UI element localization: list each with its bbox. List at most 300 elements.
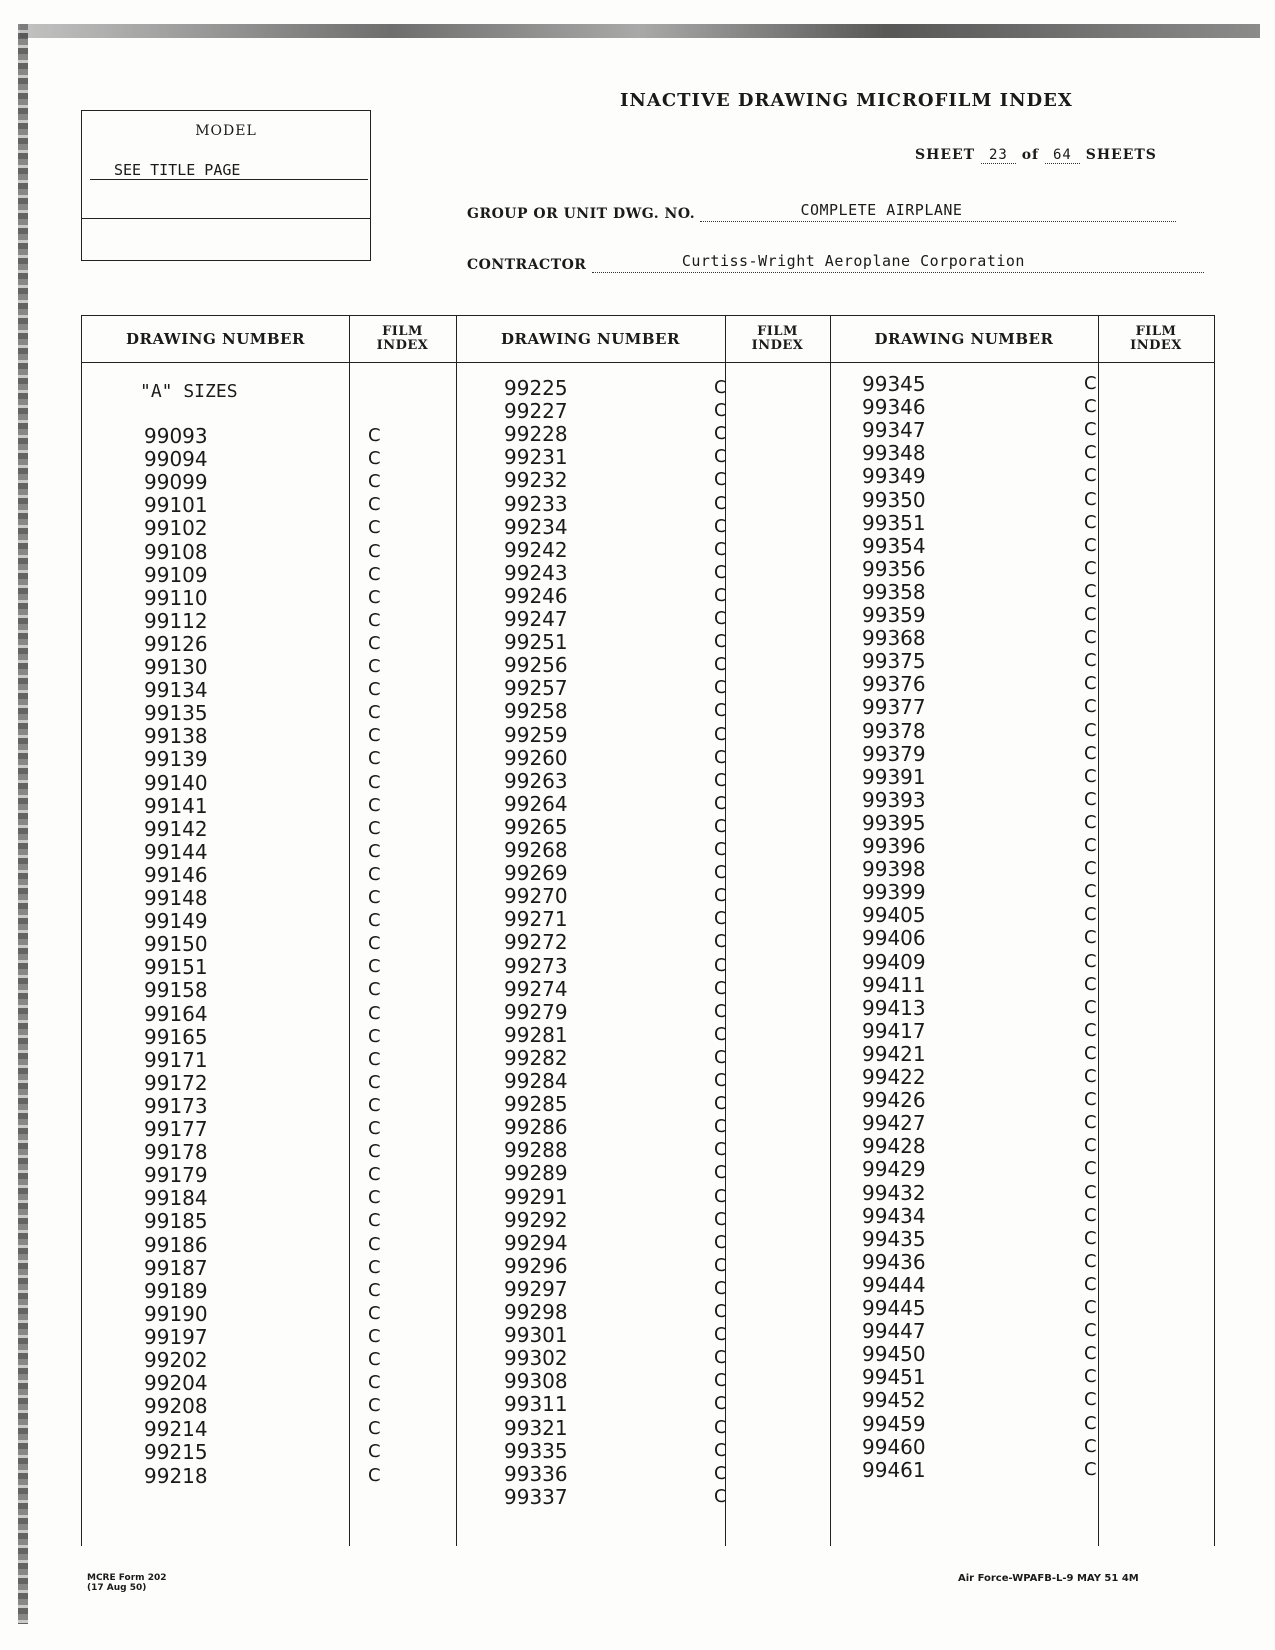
film-index-mark: C (1084, 1019, 1097, 1041)
film-index-mark: C (1084, 927, 1097, 949)
drawing-number: 99271 (504, 907, 568, 932)
film-index-mark: C (368, 956, 381, 978)
film-index-mark: C (368, 1187, 381, 1209)
film-index-mark: C (1084, 1389, 1097, 1411)
drawing-number: 99378 (862, 718, 926, 743)
drawing-number: 99445 (862, 1296, 926, 1320)
film-index-mark: C (1084, 1273, 1097, 1295)
drawing-number: 99284 (504, 1069, 568, 1093)
drawing-number: 99350 (862, 487, 926, 512)
film-index-mark: C (714, 446, 727, 468)
film-index-mark: C (714, 1462, 727, 1484)
header-rule (82, 362, 1214, 363)
film-index-mark: C (714, 561, 727, 583)
film-index-mark: C (1084, 1412, 1097, 1434)
film-index-mark: C (714, 423, 727, 445)
drawing-number: 99391 (862, 764, 926, 789)
drawing-number: 99208 (144, 1394, 208, 1419)
film-index-mark: C (368, 1464, 381, 1486)
film-index-mark: C (1084, 742, 1097, 764)
drawing-number: 99108 (144, 539, 208, 564)
drawing-number: 99460 (862, 1434, 926, 1459)
drawing-number: 99138 (144, 724, 208, 749)
drawing-number: 99151 (144, 955, 208, 980)
drawing-number: 99165 (144, 1024, 208, 1049)
drawing-number: 99286 (504, 1115, 568, 1140)
film-index-mark: C (368, 1141, 381, 1163)
drawing-number: 99274 (504, 976, 568, 1001)
drawing-number: 99233 (504, 491, 568, 516)
drawing-number: 99288 (504, 1138, 568, 1163)
drawing-number: 99189 (144, 1278, 208, 1303)
drawing-number: 99140 (144, 770, 208, 795)
drawing-number: 99246 (504, 583, 568, 608)
film-index-mark: C (1084, 1320, 1097, 1342)
film-index-mark: C (1084, 973, 1097, 995)
drawing-number: 99146 (144, 862, 208, 887)
drawing-number: 99354 (862, 533, 926, 558)
film-index-mark: C (1084, 396, 1097, 418)
film-index-mark: C (368, 1418, 381, 1440)
film-index-mark: C (1084, 580, 1097, 602)
film-index-mark: C (1084, 719, 1097, 741)
drawing-number: 99149 (144, 909, 208, 934)
scan-edge-left (18, 24, 28, 1624)
drawing-number: 99376 (862, 672, 926, 697)
film-index-mark: C (714, 815, 727, 837)
drawing-number: 99186 (144, 1232, 208, 1257)
film-index-mark: C (368, 979, 381, 1001)
drawing-number: 99349 (862, 464, 926, 489)
film-index-mark: C (714, 769, 727, 791)
film-index-mark: C (368, 1233, 381, 1255)
film-index-mark: C (368, 609, 381, 631)
drawing-number: 99202 (144, 1348, 208, 1372)
drawing-number: 99345 (862, 372, 926, 396)
drawing-number: 99421 (862, 1041, 926, 1066)
film-index-mark: C (1084, 627, 1097, 649)
drawing-number: 99109 (144, 562, 208, 587)
drawing-number: 99436 (862, 1249, 926, 1274)
drawing-number: 99417 (862, 1018, 926, 1043)
film-index-mark: C (1084, 996, 1097, 1018)
film-index-mark: C (1084, 811, 1097, 833)
film-index-mark: C (368, 1025, 381, 1047)
drawing-number: 99405 (862, 903, 926, 928)
film-index-mark: C (714, 977, 727, 999)
film-index-mark: C (714, 931, 727, 953)
drawing-number: 99258 (504, 699, 568, 724)
column-rule (456, 316, 457, 1546)
drawing-number: 99451 (862, 1365, 926, 1390)
film-index-mark: C (368, 1002, 381, 1024)
film-index-mark: C (714, 654, 727, 676)
drawing-number: 99231 (504, 445, 568, 470)
film-index-mark: C (368, 448, 381, 470)
film-index-mark: C (714, 677, 727, 699)
film-index-mark: C (368, 840, 381, 862)
film-index-mark: C (1084, 1158, 1097, 1180)
film-index-mark: C (714, 792, 727, 814)
drawing-number: 99251 (504, 630, 568, 655)
film-index-mark: C (714, 1070, 727, 1091)
film-index-mark: C (714, 538, 727, 560)
film-index-mark: C (714, 1093, 727, 1115)
film-index-mark: C (368, 771, 381, 793)
drawing-number: 99178 (144, 1140, 208, 1165)
film-index-mark: C (1084, 650, 1097, 672)
film-index-mark: C (368, 1349, 381, 1370)
film-index-mark: C (714, 1208, 727, 1230)
drawing-number: 99422 (862, 1065, 926, 1089)
drawing-number: 99134 (144, 678, 208, 703)
film-index-mark: C (368, 1441, 381, 1463)
film-index-mark: C (714, 1023, 727, 1045)
drawing-number: 99379 (862, 741, 926, 766)
form-number: MCRE Form 202 (17 Aug 50) (87, 1573, 167, 1593)
drawing-number: 99257 (504, 676, 568, 701)
film-index-mark: C (1084, 1297, 1097, 1318)
film-index-mark: C (714, 885, 727, 907)
film-index-mark: C (368, 1210, 381, 1232)
contractor-field (467, 254, 1204, 273)
film-index-mark: C (368, 910, 381, 932)
film-index-mark: C (1084, 858, 1097, 880)
model-box (81, 110, 371, 261)
film-index-mark: C (714, 1347, 727, 1369)
drawing-number: 99298 (504, 1300, 568, 1324)
drawing-number: 99215 (144, 1440, 208, 1465)
drawing-number: 99218 (144, 1463, 208, 1488)
drawing-number: 99094 (144, 447, 208, 472)
drawing-number: 99308 (504, 1369, 568, 1394)
film-index-mark: C (368, 586, 381, 608)
film-index-mark: C (714, 1139, 727, 1161)
drawing-number: 99337 (504, 1484, 568, 1509)
drawing-number: 99102 (144, 516, 208, 541)
drawing-number: 99260 (504, 745, 568, 770)
film-index-mark: C (714, 515, 727, 537)
drawing-number: 99269 (504, 861, 568, 886)
drawing-number: 99347 (862, 418, 926, 443)
drawing-number: 99264 (504, 791, 568, 816)
film-index-mark: C (368, 1048, 381, 1070)
film-index-mark: C (1084, 1227, 1097, 1249)
drawing-number: 99281 (504, 1022, 568, 1047)
film-index-mark: C (1084, 673, 1097, 695)
drawing-number: 99263 (504, 768, 568, 793)
drawing-number: 99225 (504, 376, 568, 400)
film-index-mark: C (1084, 1112, 1097, 1134)
film-index-mark: C (714, 1439, 727, 1461)
drawing-number: 99126 (144, 631, 208, 656)
film-index-mark: C (1084, 1435, 1097, 1457)
header-drawing-number-1: DRAWING NUMBER (126, 330, 305, 348)
film-index-mark: C (714, 723, 727, 745)
drawing-number: 99395 (862, 810, 926, 835)
film-index-mark: C (1084, 1366, 1097, 1388)
drawing-number: 99377 (862, 695, 926, 720)
film-index-mark: C (368, 656, 381, 677)
film-index-mark: C (714, 954, 727, 976)
drawing-number: 99179 (144, 1163, 208, 1188)
group-label: GROUP OR UNIT DWG. NO. (467, 206, 696, 222)
drawing-number: 99427 (862, 1111, 926, 1136)
drawing-number: 99141 (144, 793, 208, 818)
sheets-label: SHEETS (1085, 147, 1157, 163)
model-label: MODEL (195, 123, 257, 139)
drawing-number: 99434 (862, 1203, 926, 1228)
film-index-mark: C (1084, 950, 1097, 972)
drawing-number: 99279 (504, 999, 568, 1024)
printer-imprint: Air Force-WPAFB-L-9 MAY 51 4M (958, 1573, 1139, 1584)
film-index-mark: C (1084, 534, 1097, 556)
film-index-mark: C (714, 584, 727, 606)
drawing-number: 99435 (862, 1226, 926, 1251)
drawing-number: 99172 (144, 1070, 208, 1095)
drawing-number: 99321 (504, 1415, 568, 1440)
drawing-number: 99296 (504, 1253, 568, 1278)
drawing-number: 99228 (504, 422, 568, 447)
drawing-number: 99259 (504, 722, 568, 747)
drawing-number: 99242 (504, 537, 568, 562)
film-index-mark: C (714, 1116, 727, 1138)
film-index-mark: C (714, 746, 727, 768)
film-index-mark: C (368, 1256, 381, 1278)
drawing-number: 99093 (144, 424, 208, 448)
drawing-number: 99171 (144, 1047, 208, 1072)
drawing-number: 99150 (144, 932, 208, 957)
drawing-number: 99428 (862, 1134, 926, 1159)
of-label: of (1021, 147, 1040, 163)
film-index-mark: C (368, 1118, 381, 1139)
film-index-mark: C (1084, 696, 1097, 718)
drawing-number: 99396 (862, 834, 926, 858)
column-rule (1098, 316, 1099, 1546)
drawing-number: 99358 (862, 579, 926, 604)
drawing-number: 99227 (504, 399, 568, 424)
film-index-mark: C (714, 1185, 727, 1207)
film-index-mark: C (368, 1164, 381, 1186)
film-index-mark: C (368, 863, 381, 885)
film-index-mark: C (368, 1325, 381, 1347)
header-drawing-number-2: DRAWING NUMBER (501, 330, 680, 348)
film-index-mark: C (1084, 557, 1097, 579)
film-index-mark: C (368, 1071, 381, 1093)
model-blank-line (82, 218, 370, 219)
film-index-mark: C (714, 1393, 727, 1415)
sheet-label: SHEET (915, 147, 976, 163)
drawing-number: 99411 (862, 972, 926, 997)
film-index-mark: C (1084, 1343, 1097, 1365)
drawing-number: 99348 (862, 441, 926, 466)
drawing-number: 99243 (504, 560, 568, 585)
film-index-mark: C (714, 1254, 727, 1276)
film-index-mark: C (368, 1302, 381, 1324)
drawing-number: 99135 (144, 701, 208, 726)
column-rule (830, 316, 831, 1546)
film-index-mark: C (714, 839, 727, 860)
film-index-mark: C (714, 1000, 727, 1022)
drawing-number: 99272 (504, 930, 568, 955)
drawing-number: 99184 (144, 1186, 208, 1211)
column-rule (349, 316, 350, 1546)
film-index-mark: C (368, 702, 381, 724)
drawing-number: 99164 (144, 1001, 208, 1026)
drawing-number: 99204 (144, 1371, 208, 1396)
film-index-mark: C (368, 563, 381, 585)
film-index-mark: C (1084, 1250, 1097, 1272)
drawing-number: 99112 (144, 608, 208, 633)
film-index-mark: C (714, 469, 727, 491)
scan-edge-top (20, 24, 1260, 38)
header-film-index-2: FILM INDEX (751, 324, 804, 353)
film-index-mark: C (1084, 1089, 1097, 1111)
drawing-number: 99173 (144, 1093, 208, 1118)
drawing-number: 99409 (862, 949, 926, 974)
group-field (467, 203, 1176, 222)
header-film-index-1: FILM INDEX (376, 324, 429, 353)
film-index-mark: C (1084, 1181, 1097, 1203)
drawing-number: 99406 (862, 926, 926, 951)
film-index-mark: C (1084, 1042, 1097, 1064)
drawing-number: 99187 (144, 1255, 208, 1280)
drawing-number: 99368 (862, 626, 926, 651)
microfilm-index-table (81, 315, 1215, 1546)
contractor-value: Curtiss-Wright Aeroplane Corporation (681, 252, 1025, 270)
drawing-number: 99291 (504, 1184, 568, 1209)
drawing-number: 99351 (862, 510, 926, 535)
drawing-number: 99302 (504, 1346, 568, 1371)
drawing-number: 99375 (862, 649, 926, 674)
film-index-mark: C (1084, 765, 1097, 787)
drawing-number: 99459 (862, 1411, 926, 1436)
drawing-number: 99142 (144, 816, 208, 841)
film-index-mark: C (368, 748, 381, 770)
a-sizes-heading: "A" SIZES (140, 381, 238, 402)
drawing-number: 99268 (504, 838, 568, 862)
drawing-number: 99232 (504, 468, 568, 493)
group-value: COMPLETE AIRPLANE (800, 201, 963, 219)
film-index-mark: C (368, 494, 381, 516)
drawing-number: 99413 (862, 995, 926, 1020)
drawing-number: 99247 (504, 607, 568, 631)
model-value: SEE TITLE PAGE (90, 161, 368, 180)
drawing-number: 99148 (144, 886, 208, 910)
film-index-mark: C (368, 1372, 381, 1394)
drawing-number: 99452 (862, 1388, 926, 1413)
film-index-mark: C (368, 425, 381, 446)
film-index-mark: C (1084, 511, 1097, 533)
header-drawing-number-3: DRAWING NUMBER (874, 330, 1054, 348)
drawing-number: 99130 (144, 655, 208, 679)
drawing-number: 99346 (862, 395, 926, 420)
film-index-mark: C (714, 862, 727, 884)
drawing-number: 99270 (504, 884, 568, 909)
film-index-mark: C (1084, 373, 1097, 394)
drawing-number: 99294 (504, 1230, 568, 1255)
film-index-mark: C (368, 1279, 381, 1301)
drawing-number: 99234 (504, 514, 568, 539)
film-index-mark: C (1084, 788, 1097, 810)
film-index-mark: C (714, 1370, 727, 1392)
film-index-mark: C (368, 1094, 381, 1116)
film-index-mark: C (714, 1301, 727, 1322)
drawing-number: 99139 (144, 747, 208, 772)
drawing-number: 99273 (504, 953, 568, 978)
film-index-mark: C (1084, 1066, 1097, 1087)
drawing-number: 99336 (504, 1461, 568, 1486)
film-index-mark: C (368, 679, 381, 701)
film-index-mark: C (714, 1231, 727, 1253)
film-index-mark: C (714, 908, 727, 930)
total-sheets: 64 (1045, 147, 1080, 164)
film-index-mark: C (1084, 488, 1097, 510)
film-index-mark: C (714, 1485, 727, 1507)
film-index-mark: C (1084, 1135, 1097, 1157)
film-index-mark: C (714, 1324, 727, 1346)
drawing-number: 99101 (144, 493, 208, 518)
film-index-mark: C (1084, 442, 1097, 464)
drawing-number: 99292 (504, 1207, 568, 1232)
drawing-number: 99197 (144, 1324, 208, 1349)
drawing-number: 99177 (144, 1117, 208, 1141)
drawing-number: 99399 (862, 880, 926, 905)
drawing-number: 99461 (862, 1457, 926, 1482)
drawing-number: 99285 (504, 1092, 568, 1117)
film-index-mark: C (1084, 419, 1097, 441)
film-index-mark: C (368, 1395, 381, 1417)
contractor-label: CONTRACTOR (467, 257, 587, 273)
drawing-number: 99432 (862, 1180, 926, 1205)
drawing-number: 99265 (504, 814, 568, 839)
film-index-mark: C (368, 933, 381, 955)
film-index-mark: C (368, 632, 381, 654)
drawing-number: 99110 (144, 585, 208, 610)
film-index-mark: C (1084, 904, 1097, 926)
film-index-mark: C (368, 794, 381, 816)
film-index-mark: C (368, 887, 381, 908)
drawing-number: 99256 (504, 653, 568, 678)
drawing-number: 99185 (144, 1209, 208, 1234)
drawing-number: 99398 (862, 857, 926, 882)
film-index-mark: C (714, 1277, 727, 1299)
header-film-index-3: FILM INDEX (1130, 324, 1182, 353)
drawing-number: 99214 (144, 1417, 208, 1442)
drawing-number: 99393 (862, 787, 926, 812)
film-index-mark: C (714, 400, 727, 422)
film-index-mark: C (714, 1162, 727, 1184)
film-index-mark: C (368, 471, 381, 493)
film-index-mark: C (1084, 465, 1097, 487)
film-index-mark: C (714, 700, 727, 722)
drawing-number: 99447 (862, 1319, 926, 1344)
drawing-number: 99301 (504, 1323, 568, 1348)
film-index-mark: C (1084, 604, 1097, 625)
drawing-number: 99444 (862, 1272, 926, 1297)
film-index-mark: C (368, 817, 381, 839)
drawing-number: 99099 (144, 470, 208, 495)
film-index-mark: C (714, 1046, 727, 1068)
drawing-number: 99311 (504, 1392, 568, 1417)
drawing-number: 99356 (862, 556, 926, 581)
film-index-mark: C (714, 377, 727, 398)
drawing-number: 99297 (504, 1276, 568, 1301)
drawing-number: 99289 (504, 1161, 568, 1186)
film-index-mark: C (714, 631, 727, 653)
film-index-mark: C (714, 492, 727, 514)
drawing-number: 99282 (504, 1045, 568, 1070)
